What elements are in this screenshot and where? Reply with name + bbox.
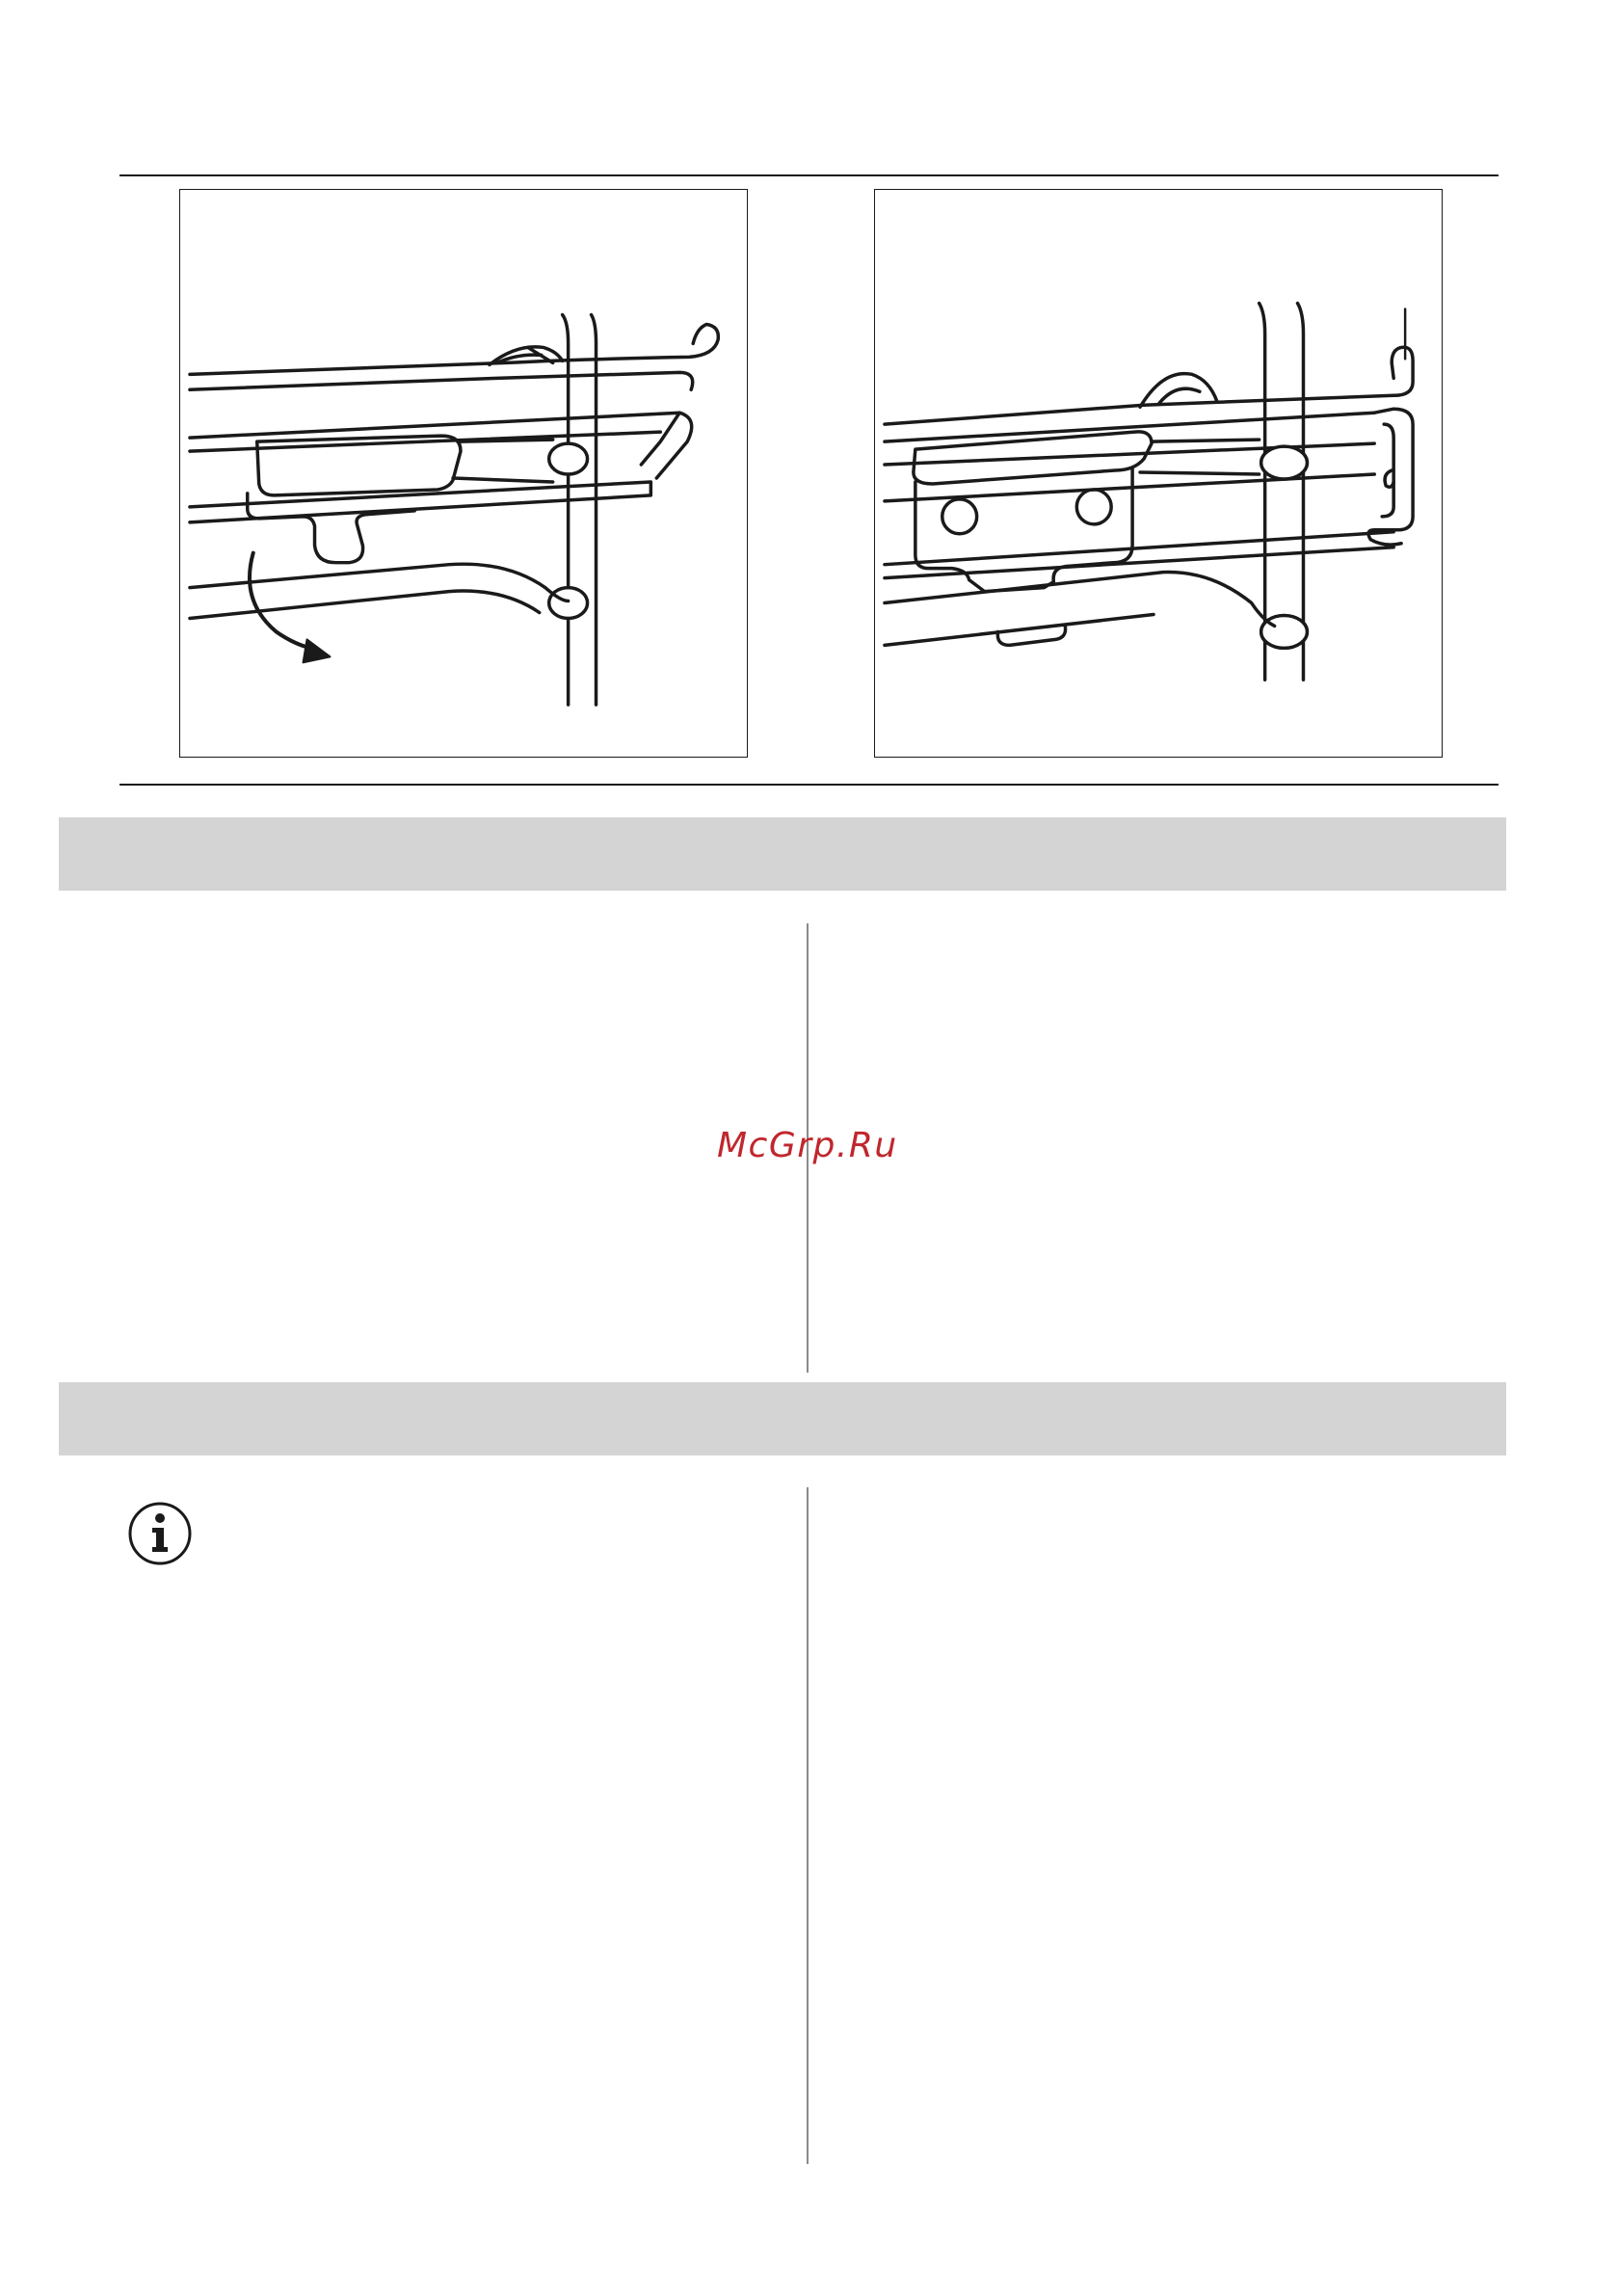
bottom-rule bbox=[119, 784, 1499, 786]
figure-rail-catch-release bbox=[179, 189, 748, 758]
figure-rail-catch-engaged bbox=[874, 189, 1443, 758]
section-header-band-2 bbox=[59, 1382, 1506, 1455]
top-rule bbox=[119, 174, 1499, 176]
column-divider-2 bbox=[807, 1487, 809, 2164]
watermark-text: McGrp.Ru bbox=[717, 1126, 898, 1165]
rotate-arrow-icon bbox=[250, 553, 315, 650]
info-icon bbox=[127, 1501, 193, 1566]
section-header-band-1 bbox=[59, 817, 1506, 891]
